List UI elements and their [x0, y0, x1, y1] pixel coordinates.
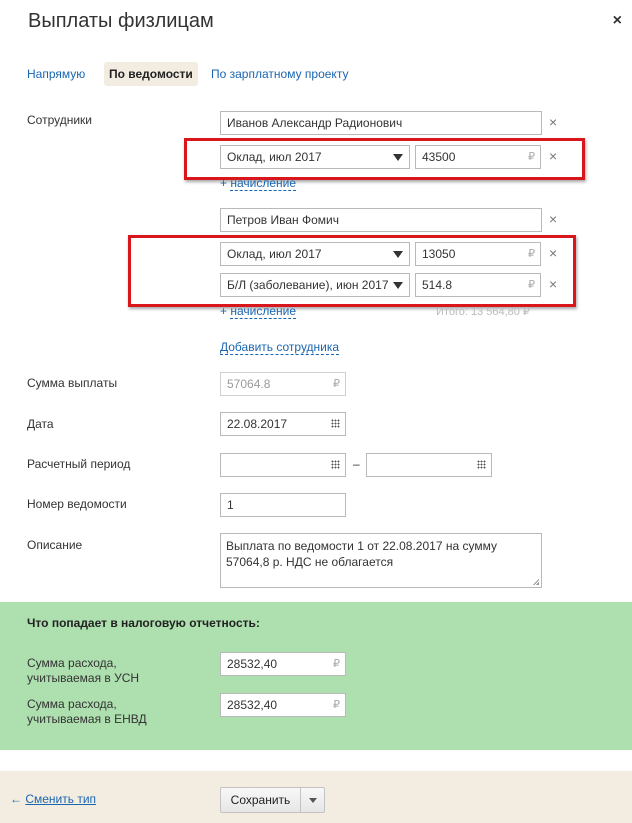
payment-sum-field: [220, 372, 346, 396]
save-options-button[interactable]: [300, 787, 325, 813]
ruble-icon: ₽: [528, 151, 535, 163]
date-value: 22.08.2017: [227, 417, 288, 431]
description-field[interactable]: [220, 533, 542, 588]
save-button[interactable]: Сохранить: [220, 787, 301, 813]
usn-expense-value: 28532,40: [227, 657, 278, 671]
calendar-icon[interactable]: [477, 460, 486, 469]
employee-total: Итого: 13 564,80 ₽: [436, 306, 530, 318]
accrual-amount-field[interactable]: [415, 145, 541, 169]
chevron-down-icon: [309, 798, 317, 803]
add-accrual-link[interactable]: [220, 176, 296, 190]
envd-label-line1: Сумма расхода,: [27, 697, 117, 711]
add-employee-label: Добавить сотрудника: [220, 340, 340, 354]
usn-label: [27, 656, 139, 686]
accrual-type-select[interactable]: [220, 242, 410, 266]
envd-label-line2: учитываемая в ЕНВД: [27, 712, 147, 726]
accrual-amount-field[interactable]: [415, 242, 541, 266]
period-dash: –: [353, 457, 360, 471]
tab-salary-project[interactable]: По зарплатному проекту: [211, 67, 349, 81]
date-label: Дата: [27, 417, 54, 431]
employee-name-field[interactable]: Иванов Александр Радионович: [220, 111, 542, 135]
ruble-icon: ₽: [528, 248, 535, 260]
accrual-type-value: Оклад, июл 2017: [227, 150, 322, 164]
period-to-field[interactable]: [366, 453, 492, 477]
close-icon[interactable]: ×: [612, 12, 622, 29]
add-accrual-label: начисление: [230, 176, 297, 190]
tax-section-title: Что попадает в налоговую отчетность:: [27, 616, 260, 630]
statement-number-field[interactable]: 1: [220, 493, 346, 517]
period-label: Расчетный период: [27, 457, 131, 471]
accrual-type-select[interactable]: [220, 273, 410, 297]
description-value: Выплата по ведомости 1 от 22.08.2017 на сумму 57064,8 р. НДС не облагается: [226, 539, 497, 569]
accrual-amount-value: 514.8: [422, 278, 453, 292]
employees-label: Сотрудники: [27, 113, 92, 127]
accrual-amount-value: 13050: [422, 247, 456, 261]
back-arrow-icon: ←: [10, 792, 22, 806]
usn-label-line2: учитываемая в УСН: [27, 671, 140, 685]
calendar-icon[interactable]: [331, 460, 340, 469]
envd-expense-field[interactable]: [220, 693, 346, 717]
remove-employee-icon[interactable]: ×: [549, 211, 558, 227]
usn-expense-field[interactable]: [220, 652, 346, 676]
envd-expense-value: 28532,40: [227, 698, 278, 712]
date-field[interactable]: [220, 412, 346, 436]
period-from-field[interactable]: [220, 453, 346, 477]
change-type-link[interactable]: [10, 792, 96, 806]
dialog-title: Выплаты физлицам: [28, 10, 214, 32]
add-accrual-link[interactable]: [220, 304, 296, 318]
remove-accrual-icon[interactable]: ×: [549, 245, 558, 261]
payment-sum-label: Сумма выплаты: [27, 376, 118, 390]
tab-direct[interactable]: Напрямую: [27, 67, 86, 81]
accrual-type-select[interactable]: [220, 145, 410, 169]
add-employee-link[interactable]: [220, 340, 339, 354]
ruble-icon: ₽: [528, 279, 535, 291]
employee-name-field[interactable]: Петров Иван Фомич: [220, 208, 542, 232]
chevron-down-icon: [393, 154, 403, 161]
add-accrual-label: начисление: [230, 304, 297, 318]
accrual-type-value: Оклад, июл 2017: [227, 247, 322, 261]
plus-icon: +: [220, 176, 228, 190]
remove-employee-icon[interactable]: ×: [549, 114, 558, 130]
description-label: Описание: [27, 538, 83, 552]
envd-label: [27, 697, 147, 727]
tab-by-statement[interactable]: По ведомости: [104, 62, 198, 86]
resize-handle-icon[interactable]: [533, 579, 539, 585]
accrual-amount-value: 43500: [422, 150, 456, 164]
usn-label-line1: Сумма расхода,: [27, 656, 117, 670]
ruble-icon: ₽: [333, 658, 340, 670]
remove-accrual-icon[interactable]: ×: [549, 148, 558, 164]
accrual-type-value: Б/Л (заболевание), июн 2017: [227, 278, 389, 292]
chevron-down-icon: [393, 282, 403, 289]
statement-number-label: Номер ведомости: [27, 497, 127, 511]
ruble-icon: ₽: [333, 378, 340, 390]
payment-sum-value: 57064.8: [227, 377, 271, 391]
accrual-amount-field[interactable]: [415, 273, 541, 297]
change-type-label: Сменить тип: [25, 792, 97, 806]
calendar-icon[interactable]: [331, 419, 340, 428]
ruble-icon: ₽: [333, 699, 340, 711]
plus-icon: +: [220, 304, 228, 318]
remove-accrual-icon[interactable]: ×: [549, 276, 558, 292]
chevron-down-icon: [393, 251, 403, 258]
